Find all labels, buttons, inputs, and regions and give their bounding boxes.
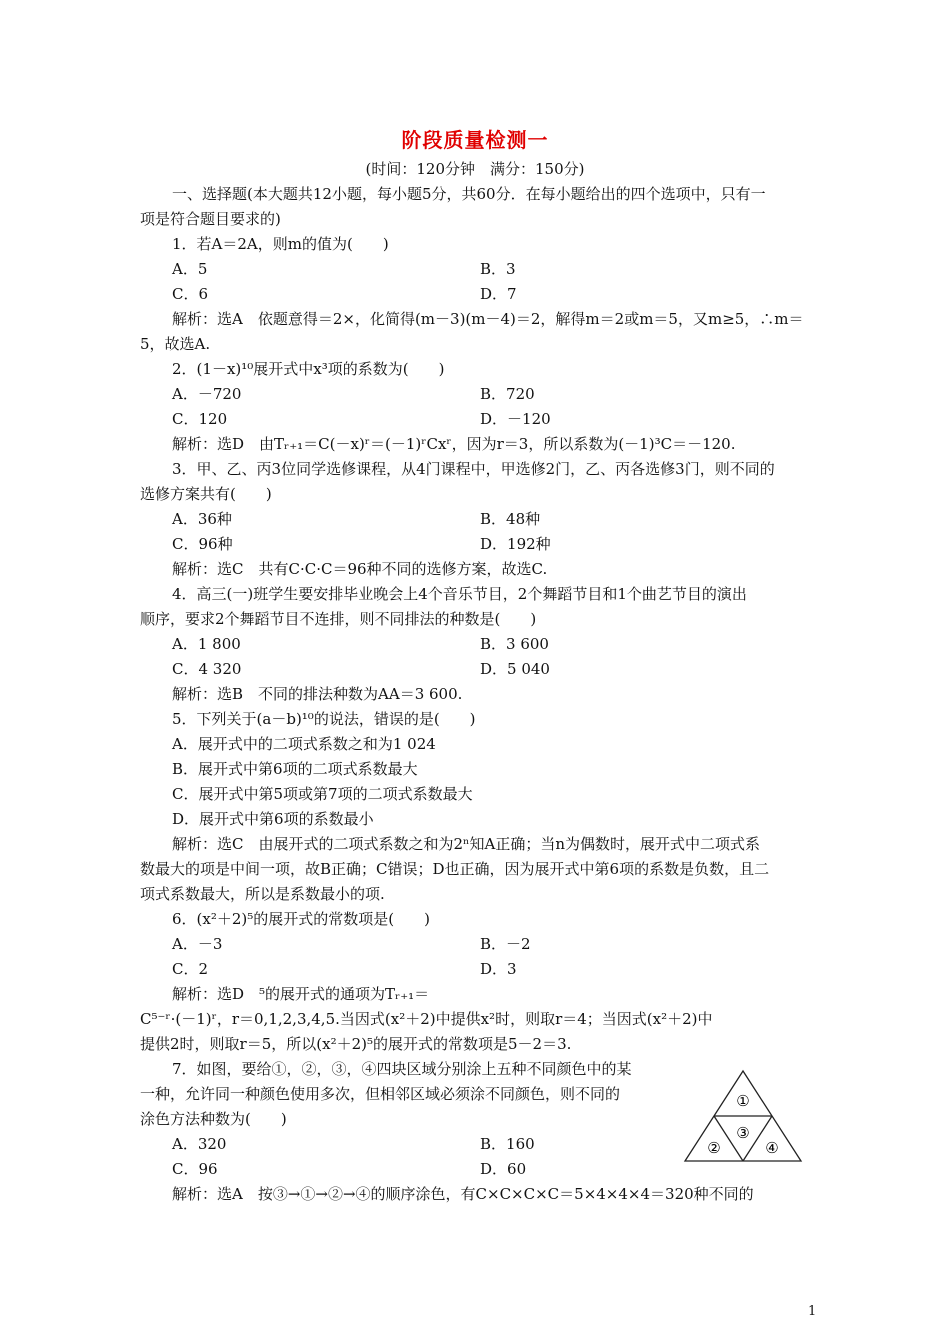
option: D．60: [480, 1160, 527, 1178]
question-6: 6．(x²＋2)⁵的展开式的常数项是( ): [172, 910, 430, 928]
triangle-regions-figure: [682, 1068, 804, 1166]
region-label-1: ①: [736, 1092, 750, 1110]
option: A．－720: [172, 385, 242, 403]
option: A．320: [172, 1135, 227, 1153]
page-subtitle: (时间：120分钟 满分：150分): [365, 160, 585, 178]
solution-text: 提供2时，则取r＝5，所以(x²＋2)⁵的展开式的常数项是5－2＝3.: [140, 1035, 572, 1053]
option: D．7: [480, 285, 517, 303]
question-1: 1．若A＝2A，则m的值为( ): [172, 235, 389, 253]
solution-text: 项式系数最大，所以是系数最小的项.: [140, 885, 385, 903]
option: C．120: [172, 410, 228, 428]
option: A．36种: [172, 510, 232, 528]
option: B．展开式中第6项的二项式系数最大: [172, 760, 418, 778]
option: C．4 320: [172, 660, 242, 678]
option: B．－2: [480, 935, 531, 953]
option: B．160: [480, 1135, 535, 1153]
question-7: 7．如图，要给①，②，③，④四块区域分别涂上五种不同颜色中的某: [172, 1060, 632, 1078]
option: C．6: [172, 285, 209, 303]
option: A．5: [172, 260, 208, 278]
text-line: 顺序，要求2个舞蹈节目不连排，则不同排法的种数是( ): [140, 610, 537, 628]
solution-text: 5，故选A.: [140, 335, 211, 353]
option: C．96种: [172, 535, 233, 553]
text-line: 选修方案共有( ): [140, 485, 272, 503]
question-3: 3．甲、乙、丙3位同学选修课程，从4门课程中，甲选修2门，乙、丙各选修3门，则不同的: [172, 460, 775, 478]
option: D．展开式中第6项的系数最小: [172, 810, 374, 828]
solution-text: C⁵⁻ʳ·(－1)ʳ，r＝0,1,2,3,4,5.当因式(x²＋2)中提供x²时，则取r＝4；当因式(x²＋2)中: [140, 1010, 713, 1028]
solution-text: 解析：选B 不同的排法种数为AA＝3 600.: [172, 685, 463, 703]
option: B．3 600: [480, 635, 549, 653]
option: A．－3: [172, 935, 223, 953]
solution-text: 解析：选C 由展开式的二项式系数之和为2ⁿ知A正确；当n为偶数时，展开式中二项式系: [172, 835, 761, 853]
option: D．5 040: [480, 660, 550, 678]
region-label-2: ②: [707, 1139, 721, 1157]
solution-text: 解析：选A 依题意得＝2×，化简得(m－3)(m－4)＝2，解得m＝2或m＝5，又m≥5，∴m＝: [172, 310, 804, 328]
option: B．720: [480, 385, 535, 403]
page-number: 1: [808, 1304, 817, 1319]
option: A．展开式中的二项式系数之和为1 024: [172, 735, 436, 753]
option: C．展开式中第5项或第7项的二项式系数最大: [172, 785, 473, 803]
question-5: 5．下列关于(a－b)¹⁰的说法，错误的是( ): [172, 710, 476, 728]
option: A．1 800: [172, 635, 241, 653]
option: B．48种: [480, 510, 541, 528]
question-4: 4．高三(一)班学生要安排毕业晚会上4个音乐节目，2个舞蹈节目和1个曲艺节目的演出: [172, 585, 747, 603]
solution-text: 解析：选A 按③→①→②→④的顺序涂色，有C×C×C×C＝5×4×4×4＝320种不同的: [172, 1185, 754, 1203]
text-line: 一、选择题(本大题共12小题，每小题5分，共60分．在每小题给出的四个选项中，只有一: [172, 185, 766, 203]
option: C．96: [172, 1160, 218, 1178]
text-line: 一种，允许同一种颜色使用多次，但相邻区域必须涂不同颜色，则不同的: [140, 1085, 621, 1103]
option: D．3: [480, 960, 517, 978]
solution-text: 解析：选C 共有C·C·C＝96种不同的选修方案，故选C.: [172, 560, 548, 578]
solution-text: 数最大的项是中间一项，故B正确；C错误；D也正确，因为展开式中第6项的系数是负数，且二: [140, 860, 770, 878]
solution-text: 解析：选D ⁵的展开式的通项为Tᵣ₊₁＝: [172, 985, 430, 1003]
option: D．192种: [480, 535, 551, 553]
option: C．2: [172, 960, 209, 978]
solution-text: 解析：选D 由Tᵣ₊₁＝C(－x)ʳ＝(－1)ʳCxʳ，因为r＝3，所以系数为(－1)³C＝－120.: [172, 435, 736, 453]
option: B．3: [480, 260, 516, 278]
text-line: 项是符合题目要求的): [140, 210, 281, 228]
option: D．－120: [480, 410, 551, 428]
question-2: 2．(1－x)¹⁰展开式中x³项的系数为( ): [172, 360, 445, 378]
region-label-3: ③: [736, 1124, 750, 1142]
text-line: 涂色方法种数为( ): [140, 1110, 287, 1128]
region-label-4: ④: [765, 1139, 779, 1157]
page-title: 阶段质量检测一: [401, 128, 549, 152]
